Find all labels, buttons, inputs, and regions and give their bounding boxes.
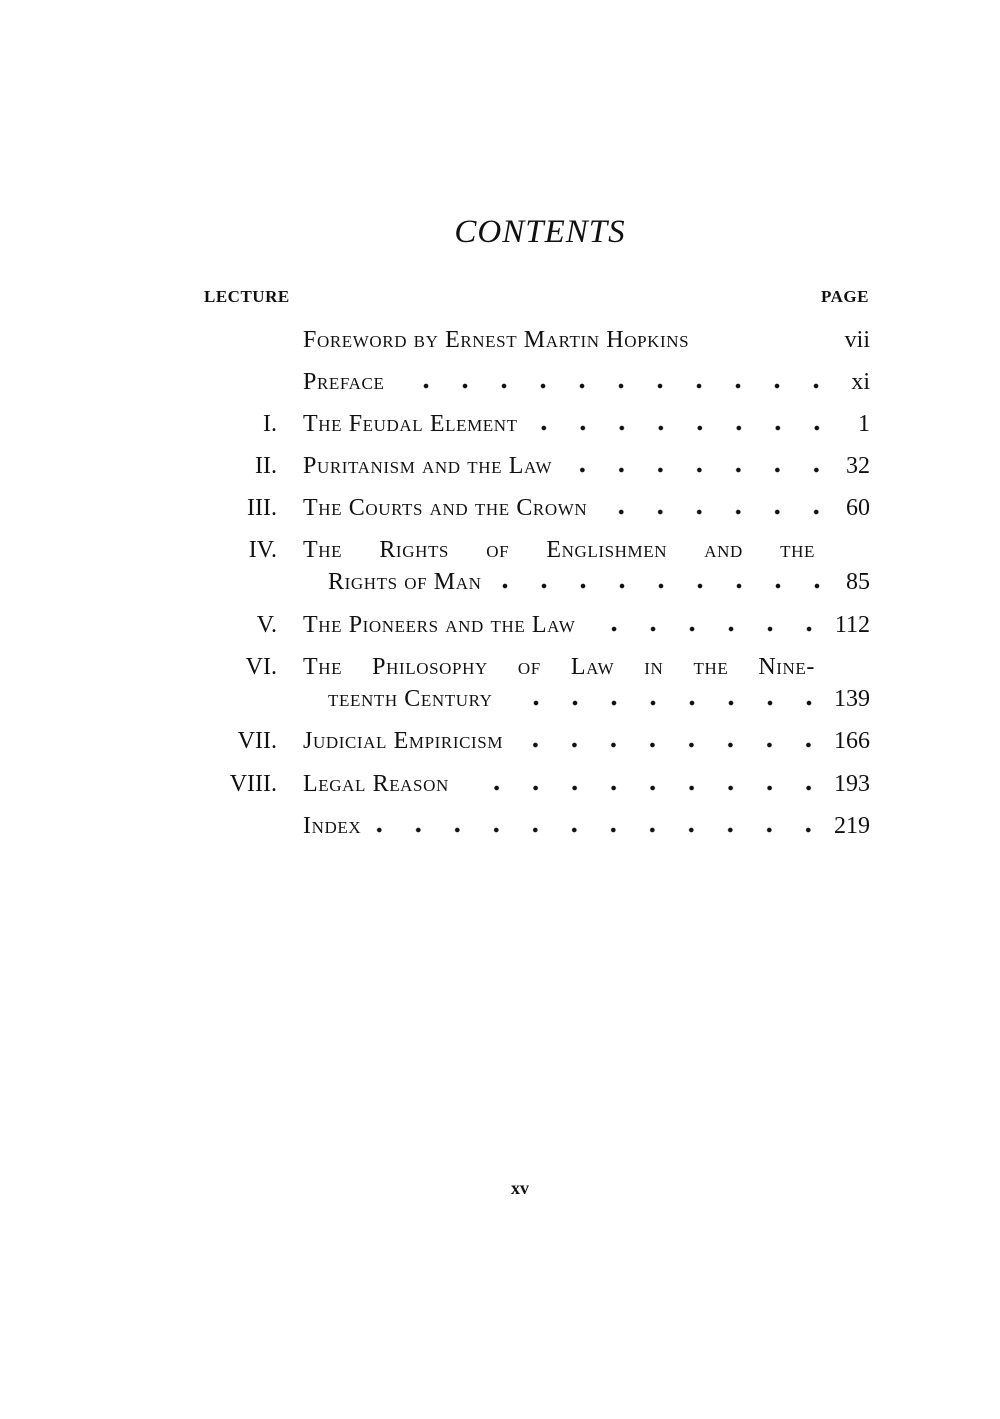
dot-leader <box>375 826 828 834</box>
dot-leader <box>566 466 836 474</box>
dot-leader <box>601 508 836 516</box>
entry-title: The Courts and the Crown <box>303 495 588 521</box>
entry-title: Preface <box>303 369 385 395</box>
entry-title: The Pioneers and the Law <box>303 612 576 638</box>
entry-numeral: VIII. <box>229 771 277 797</box>
entry-title: The Philosophy of Law in the Nine- <box>303 654 815 680</box>
entry-page: 32 <box>846 453 870 479</box>
page-folio: xv <box>511 1178 529 1198</box>
entry-numeral: V. <box>256 612 277 638</box>
entry-numeral: II. <box>255 453 277 479</box>
entry-page: 60 <box>846 495 870 521</box>
toc-entry-lecture-3 <box>200 488 870 522</box>
dot-leader <box>532 424 836 432</box>
entry-page: xi <box>851 369 870 395</box>
entry-title-continuation: Rights of Man <box>328 569 482 595</box>
entry-page: 219 <box>834 813 870 839</box>
dot-leader <box>711 340 721 348</box>
toc-entry-lecture-4 <box>200 530 870 564</box>
entry-title: Foreword by Ernest Martin Hopkins <box>303 327 690 353</box>
toc-entry-index <box>200 806 870 840</box>
entry-title: The Rights of Englishmen and the <box>303 537 815 563</box>
dot-leader <box>463 784 828 792</box>
toc-entry-preface <box>200 362 870 396</box>
entry-page: 193 <box>834 771 870 797</box>
entry-numeral: VI. <box>245 654 277 680</box>
dot-leader <box>496 582 837 590</box>
entry-numeral: I. <box>263 411 277 437</box>
dot-leader <box>517 741 828 749</box>
entry-title-continuation: teenth Century <box>328 686 493 712</box>
dot-leader <box>589 625 829 633</box>
entry-title: Legal Reason <box>303 771 449 797</box>
toc-entry-lecture-7 <box>200 721 870 755</box>
toc-entry-lecture-8 <box>200 764 870 798</box>
entry-title: Puritanism and the Law <box>303 453 553 479</box>
dot-leader <box>507 699 829 707</box>
entry-page: 85 <box>846 569 870 595</box>
toc-entry-foreword <box>200 320 870 354</box>
toc-entry-lecture-4-cont <box>200 562 870 596</box>
toc-entry-lecture-5 <box>200 605 870 639</box>
entry-page: 139 <box>834 686 870 712</box>
entry-page: 1 <box>858 411 870 437</box>
page-column-header: PAGE <box>821 287 869 306</box>
toc-entry-lecture-1 <box>200 404 870 438</box>
entry-page: 112 <box>834 612 870 638</box>
entry-numeral: IV. <box>248 537 277 563</box>
dot-leader <box>398 382 836 390</box>
entry-title: The Feudal Element <box>303 411 518 437</box>
toc-entry-lecture-6-cont <box>200 679 870 713</box>
entry-page: 166 <box>834 728 870 754</box>
toc-entry-lecture-6 <box>200 647 870 681</box>
entry-title: Index <box>303 813 362 839</box>
entry-numeral: VII. <box>237 728 277 754</box>
entry-title: Judicial Empiricism <box>303 728 504 754</box>
entry-page: vii <box>844 327 870 353</box>
lecture-column-header: LECTURE <box>204 287 290 306</box>
toc-entry-lecture-2 <box>200 446 870 480</box>
entry-numeral: III. <box>247 495 277 521</box>
page-title: CONTENTS <box>454 214 626 250</box>
